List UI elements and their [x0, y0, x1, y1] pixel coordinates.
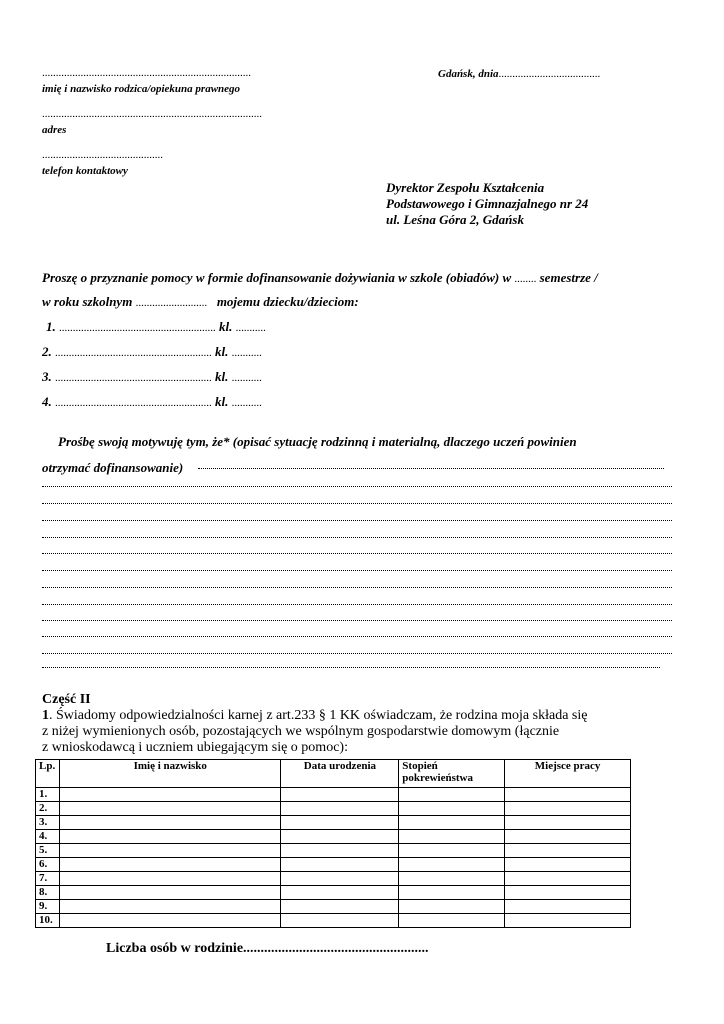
motivation-dotted-line — [198, 468, 664, 469]
child-row — [42, 344, 262, 360]
class-dots: ........... — [231, 372, 262, 384]
class-label: kl. — [215, 344, 229, 359]
dotted-line — [42, 667, 660, 668]
birthdate-cell[interactable] — [281, 802, 399, 816]
motivation-line-1: Prośbę swoją motywuję tym, że* (opisać sytuację rodzinną i materialną, dlaczego uczeń powinien — [58, 434, 577, 449]
workplace-cell[interactable] — [505, 900, 631, 914]
request-line-2-end: mojemu dziecku/dzieciom: — [216, 294, 359, 309]
dotted-line — [42, 570, 672, 571]
workplace-cell[interactable] — [505, 872, 631, 886]
declaration-line-2: z niżej wymienionych osób, pozostających we wspólnym gospodarstwie domowym (łącznie — [42, 724, 560, 739]
row-number: 6. — [36, 858, 60, 872]
recipient-line-1: Dyrektor Zespołu Kształcenia — [386, 180, 545, 195]
relationship-cell[interactable] — [399, 830, 505, 844]
table-row — [36, 900, 631, 914]
col-header-lp: Lp. — [36, 760, 60, 788]
phone-dots: ............................................ — [42, 149, 163, 161]
class-dots: ........... — [231, 397, 262, 409]
child-number: 2. — [42, 344, 52, 359]
col-header-name: Imię i nazwisko — [59, 760, 281, 788]
row-number: 9. — [36, 900, 60, 914]
relationship-cell[interactable] — [399, 816, 505, 830]
address-label: adres — [42, 124, 67, 136]
school-year-dots: .......................... — [135, 297, 208, 309]
child-number: 1. — [46, 319, 56, 334]
name-cell[interactable] — [59, 844, 281, 858]
family-count-label: Liczba osób w rodzinie — [106, 941, 244, 956]
child-number: 4. — [42, 394, 52, 409]
table-row — [36, 802, 631, 816]
family-count — [106, 941, 429, 957]
relationship-cell[interactable] — [399, 872, 505, 886]
table-row — [36, 914, 631, 928]
family-table — [35, 759, 631, 928]
relationship-cell[interactable] — [399, 914, 505, 928]
request-line-1-start: Proszę o przyznanie pomocy w formie dofinansowanie dożywiania w szkole (obiadów) w — [42, 270, 512, 285]
dotted-line — [42, 520, 672, 521]
row-number: 5. — [36, 844, 60, 858]
address-dots: ................................................................................ — [42, 108, 262, 120]
table-row — [36, 858, 631, 872]
class-label: kl. — [215, 369, 229, 384]
name-cell[interactable] — [59, 886, 281, 900]
declaration-line-1 — [42, 708, 587, 724]
workplace-cell[interactable] — [505, 844, 631, 858]
dotted-line — [42, 553, 672, 554]
row-number: 7. — [36, 872, 60, 886]
relationship-cell[interactable] — [399, 900, 505, 914]
birthdate-cell[interactable] — [281, 830, 399, 844]
name-cell[interactable] — [59, 900, 281, 914]
place-date — [438, 68, 600, 80]
phone-label: telefon kontaktowy — [42, 165, 128, 177]
name-dots: ............................................................................ — [42, 67, 251, 79]
declaration-line-3: z wnioskodawcą i uczniem ubiegającym się o pomoc): — [42, 740, 348, 755]
table-row — [36, 788, 631, 802]
dotted-line — [42, 486, 672, 487]
semester-dots: ........ — [514, 273, 537, 285]
recipient-line-3: ul. Leśna Góra 2, Gdańsk — [386, 212, 524, 227]
col-header-relationship: Stopień pokrewieństwa — [399, 760, 505, 788]
table-row — [36, 816, 631, 830]
birthdate-cell[interactable] — [281, 788, 399, 802]
child-row — [42, 369, 262, 385]
request-line-1 — [42, 270, 598, 286]
child-name-dots: ......................................................... — [55, 347, 212, 359]
table-row — [36, 872, 631, 886]
family-count-dots: ..................................................... — [243, 941, 429, 956]
birthdate-cell[interactable] — [281, 886, 399, 900]
dotted-line — [42, 620, 672, 621]
child-name-dots: ......................................................... — [55, 372, 212, 384]
workplace-cell[interactable] — [505, 816, 631, 830]
row-number: 1. — [36, 788, 60, 802]
dotted-line — [42, 537, 672, 538]
workplace-cell[interactable] — [505, 914, 631, 928]
child-number: 3. — [42, 369, 52, 384]
workplace-cell[interactable] — [505, 802, 631, 816]
declaration-number: 1 — [42, 708, 49, 723]
class-dots: ........... — [235, 322, 266, 334]
child-name-dots: ......................................................... — [55, 397, 212, 409]
birthdate-cell[interactable] — [281, 872, 399, 886]
dotted-line — [42, 587, 672, 588]
birthdate-cell[interactable] — [281, 914, 399, 928]
table-header-row — [36, 760, 631, 788]
dotted-line — [42, 636, 672, 637]
birthdate-cell[interactable] — [281, 900, 399, 914]
table-row — [36, 830, 631, 844]
name-cell[interactable] — [59, 802, 281, 816]
name-label: imię i nazwisko rodzica/opiekuna prawnego — [42, 83, 241, 95]
child-row — [42, 394, 262, 410]
part-2-title: Część II — [42, 692, 91, 707]
child-row — [46, 319, 266, 335]
row-number: 3. — [36, 816, 60, 830]
motivation-line-2: otrzymać dofinansowanie) — [42, 460, 184, 475]
dotted-line — [42, 653, 672, 654]
class-label: kl. — [219, 319, 233, 334]
table-row — [36, 844, 631, 858]
dotted-line — [42, 604, 672, 605]
row-number: 8. — [36, 886, 60, 900]
col-header-birthdate: Data urodzenia — [281, 760, 399, 788]
row-number: 2. — [36, 802, 60, 816]
name-cell[interactable] — [59, 830, 281, 844]
dotted-line — [42, 503, 672, 504]
name-cell[interactable] — [59, 788, 281, 802]
relationship-cell[interactable] — [399, 788, 505, 802]
workplace-cell[interactable] — [505, 886, 631, 900]
col-header-workplace: Miejsce pracy — [505, 760, 631, 788]
request-line-2 — [42, 294, 359, 310]
name-cell[interactable] — [59, 914, 281, 928]
workplace-cell[interactable] — [505, 858, 631, 872]
child-name-dots: ......................................................... — [59, 322, 216, 334]
request-line-1-end: semestrze / — [539, 270, 598, 285]
row-number: 4. — [36, 830, 60, 844]
class-dots: ........... — [231, 347, 262, 359]
name-cell[interactable] — [59, 816, 281, 830]
birthdate-cell[interactable] — [281, 858, 399, 872]
recipient-line-2: Podstawowego i Gimnazjalnego nr 24 — [386, 196, 589, 211]
relationship-cell[interactable] — [399, 858, 505, 872]
table-row — [36, 886, 631, 900]
relationship-cell[interactable] — [399, 886, 505, 900]
request-line-2-start: w roku szkolnym — [42, 294, 133, 309]
birthdate-cell[interactable] — [281, 816, 399, 830]
date-dots: ..................................... — [498, 68, 601, 80]
relationship-cell[interactable] — [399, 844, 505, 858]
place-date-label: Gdańsk, dnia — [438, 68, 499, 80]
row-number: 10. — [36, 914, 60, 928]
workplace-cell[interactable] — [505, 830, 631, 844]
birthdate-cell[interactable] — [281, 844, 399, 858]
name-cell[interactable] — [59, 858, 281, 872]
workplace-cell[interactable] — [505, 788, 631, 802]
class-label: kl. — [215, 394, 229, 409]
relationship-cell[interactable] — [399, 802, 505, 816]
name-cell[interactable] — [59, 872, 281, 886]
declaration-text-1: . Świadomy odpowiedzialności karnej z art.233 § 1 KK oświadczam, że rodzina moja składa się — [49, 708, 588, 723]
